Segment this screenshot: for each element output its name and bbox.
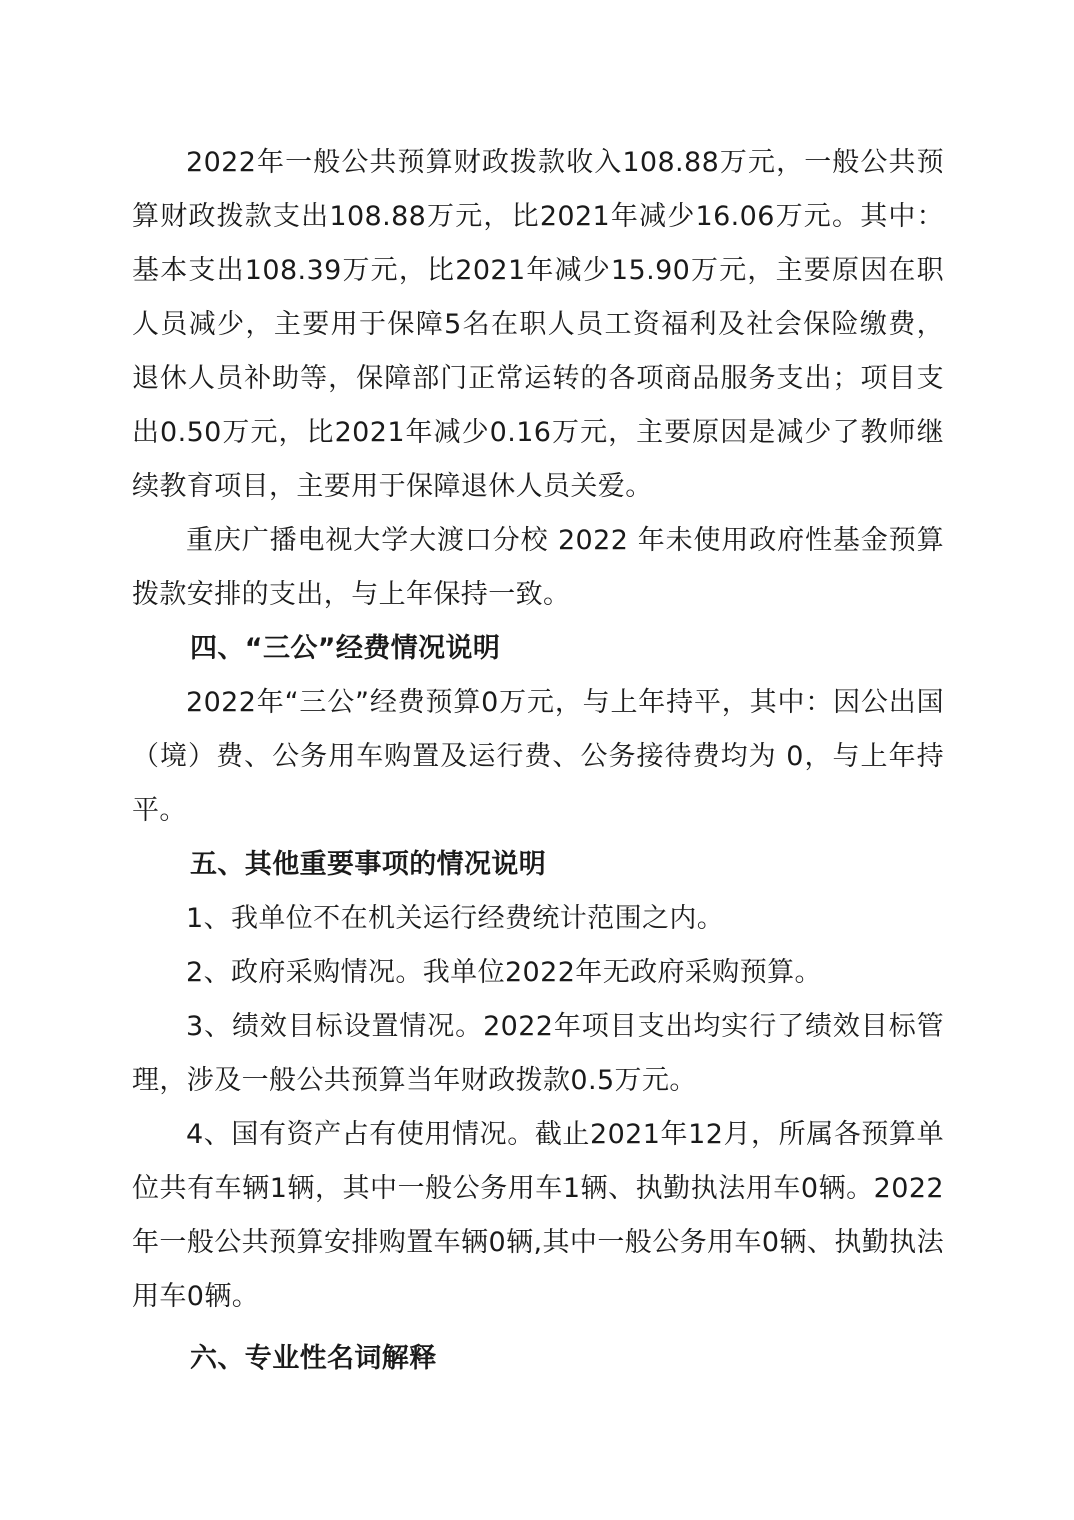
list-item-state-assets: 4、国有资产占有使用情况。截止2021年12月，所属各预算单位共有车辆1辆，其中一般公务用车1辆、执勤执法用车0辆。2022年一般公共预算安排购置车辆0辆,其中一般公务用车0辆、执勤执法用车0辆。	[132, 1119, 944, 1312]
document-body	[132, 136, 944, 1386]
heading-other-matters: 五、其他重要事项的情况说明	[190, 849, 547, 880]
heading-terminology: 六、专业性名词解释	[190, 1343, 437, 1374]
paragraph-general-budget: 2022年一般公共预算财政拨款收入108.88万元，一般公共预算财政拨款支出108.88万元，比2021年减少16.06万元。其中：基本支出108.39万元，比2021年减少15.90万元，主要原因在职人员减少，主要用于保障5名在职人员工资福利及社会保险缴费，退休人员补助等，保障部门正常运转的各项商品服务支出；项目支出0.50万元，比2021年减少0.16万元，主要原因是减少了教师继续教育项目，主要用于保障退休人员关爱。	[132, 147, 944, 502]
list-item-operating-expenses: 1、我单位不在机关运行经费统计范围之内。	[186, 903, 725, 934]
paragraph-government-fund: 重庆广播电视大学大渡口分校 2022 年未使用政府性基金预算拨款安排的支出，与上年保持一致。	[132, 525, 944, 610]
list-item-government-procurement: 2、政府采购情况。我单位2022年无政府采购预算。	[186, 957, 822, 988]
list-item-performance-targets: 3、绩效目标设置情况。2022年项目支出均实行了绩效目标管理，涉及一般公共预算当年财政拨款0.5万元。	[132, 1011, 944, 1096]
paragraph-three-public-expenses: 2022年“三公”经费预算0万元，与上年持平，其中：因公出国（境）费、公务用车购置及运行费、公务接待费均为 0，与上年持平。	[132, 687, 944, 826]
heading-three-public-expenses: 四、“三公”经费情况说明	[190, 633, 501, 664]
